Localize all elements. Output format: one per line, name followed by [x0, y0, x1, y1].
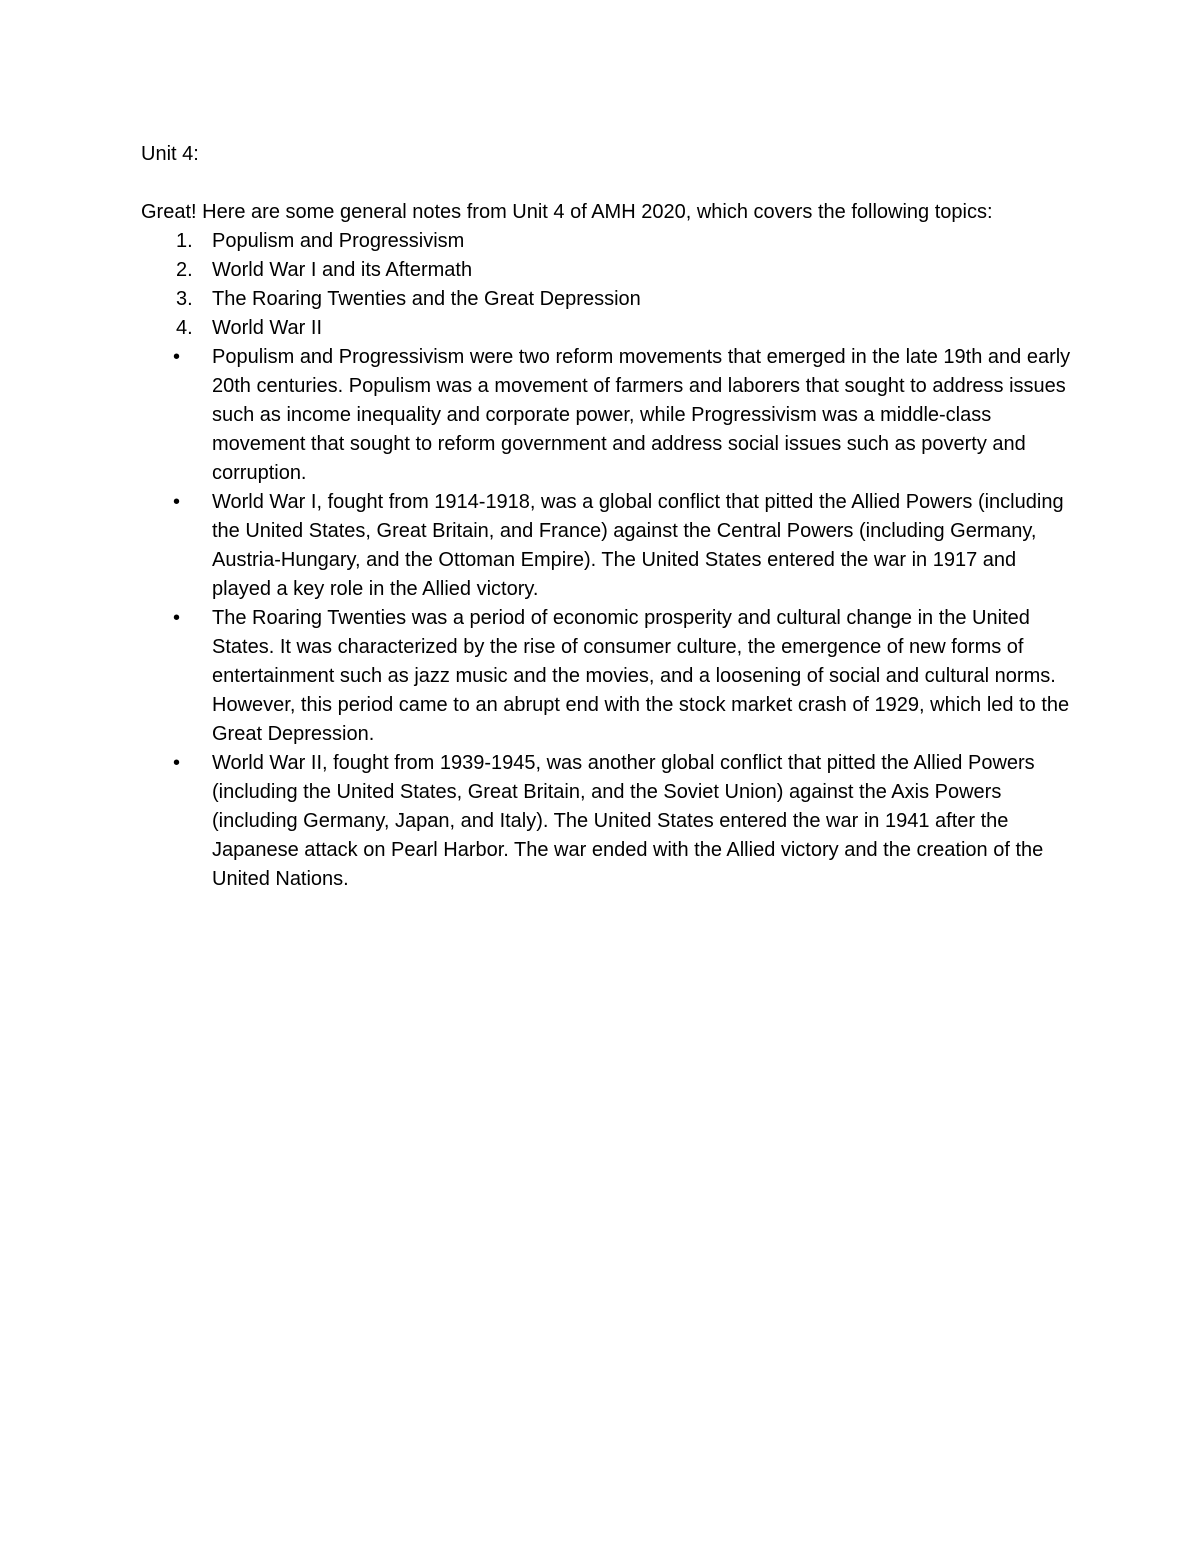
bullet-list-item — [141, 749, 1071, 894]
numbered-list-item — [141, 314, 1071, 343]
list-item-text: The Roaring Twenties was a period of economic prosperity and cultural change in the United States. It was characterized by the rise of consumer culture, the emergence of new forms of entertainment such as jazz music and the movies, and a loosening of social and cultural norms. However, this period came to an abrupt end with the stock market crash of 1929, which led to the Great Depression. — [212, 607, 1070, 745]
page-title: Unit 4: — [141, 143, 199, 165]
bullet-icon: • — [173, 752, 181, 774]
list-item-text: World War II, fought from 1939-1945, was another global conflict that pitted the Allied Powers (including the United States, Great Britain, and the Soviet Union) against the Axis Powers (including Germany, Japan, and Italy). The United States entered the war in 1941 after the Japanese attack on Pearl Harbor. The war ended with the Allied victory and the creation of the United Nations. — [212, 752, 1044, 890]
bullet-icon: • — [173, 607, 181, 629]
list-item-text: World War I, fought from 1914-1918, was a global conflict that pitted the Allied Powers (including the United States, Great Britain, and France) against the Central Powers (including Germany, Austria-Hungary, and the Ottoman Empire). The United States entered the war in 1917 and played a key role in the Allied victory. — [212, 491, 1064, 600]
list-item-text: The Roaring Twenties and the Great Depression — [212, 288, 641, 310]
numbered-list — [141, 227, 1071, 343]
numbered-list-item — [141, 285, 1071, 314]
bullet-list — [141, 343, 1071, 894]
bullet-list-item — [141, 604, 1071, 749]
document-body — [141, 140, 1071, 894]
intro-paragraph: Great! Here are some general notes from Unit 4 of AMH 2020, which covers the following topics: — [141, 201, 993, 223]
numbered-list-item — [141, 256, 1071, 285]
list-item-text: Populism and Progressivism — [212, 230, 465, 252]
list-item-text: World War I and its Aftermath — [212, 259, 473, 281]
numbered-list-item — [141, 227, 1071, 256]
list-number: 2. — [176, 259, 193, 281]
list-number: 3. — [176, 288, 193, 310]
bullet-icon: • — [173, 346, 181, 368]
bullet-icon: • — [173, 491, 181, 513]
list-item-text: World War II — [212, 317, 323, 339]
bullet-list-item — [141, 343, 1071, 488]
blank-line — [141, 169, 1071, 198]
bullet-list-item — [141, 488, 1071, 604]
list-number: 4. — [176, 317, 193, 339]
list-number: 1. — [176, 230, 193, 252]
list-item-text: Populism and Progressivism were two reform movements that emerged in the late 19th and early 20th centuries. Populism was a movement of farmers and laborers that sought to address issues such as income inequality and corporate power, while Progressivism was a middle-class movement that sought to reform government and address social issues such as poverty and corruption. — [212, 346, 1071, 484]
